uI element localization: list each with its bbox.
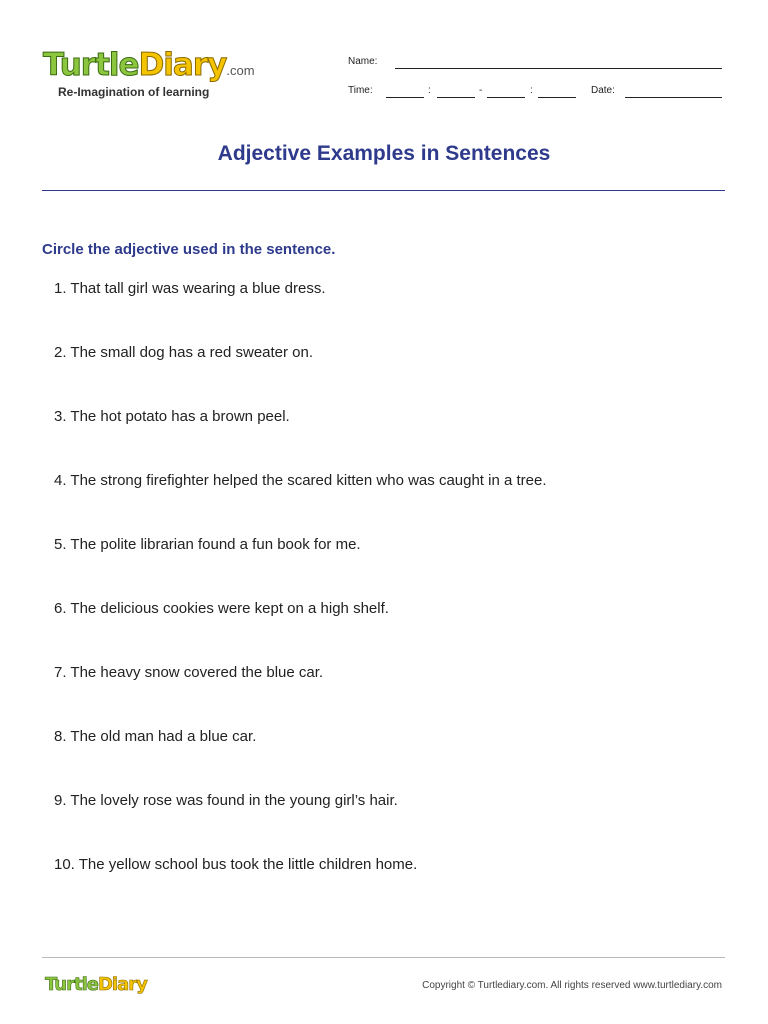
logo-suffix: .com [226, 63, 255, 78]
time-end-hours-field[interactable] [487, 97, 525, 98]
logo-part-diary: Diary [138, 47, 227, 83]
question-item: 2. The small dog has a red sweater on. [54, 344, 314, 361]
tagline: Re-Imagination of learning [58, 85, 210, 99]
name-field[interactable] [395, 68, 722, 69]
time-end-minutes-field[interactable] [538, 97, 576, 98]
question-list [54, 280, 547, 920]
footer-logo-part-turtle: Turtle [45, 974, 98, 995]
question-item: 5. The polite librarian found a fun book for me. [54, 536, 361, 553]
question-item: 8. The old man had a blue car. [54, 728, 257, 745]
time-label: Time: [348, 85, 373, 96]
question-item: 10. The yellow school bus took the little children home. [54, 856, 418, 873]
footer-logo-part-diary: Diary [97, 974, 147, 995]
footer-divider [42, 957, 725, 958]
title-divider [42, 190, 725, 191]
footer-logo [45, 974, 147, 995]
time-separator: : [428, 85, 431, 96]
time-separator: : [530, 85, 533, 96]
copyright-notice: Copyright © Turtlediary.com. All rights reserved www.turtlediary.com [422, 980, 722, 991]
page-title: Adjective Examples in Sentences [217, 142, 551, 165]
question-item: 6. The delicious cookies were kept on a high shelf. [54, 600, 389, 617]
turtle-diary-logo [43, 48, 255, 88]
instructions: Circle the adjective used in the sentence. [42, 241, 336, 258]
time-minutes-field[interactable] [437, 97, 475, 98]
date-field[interactable] [625, 97, 722, 98]
name-label: Name: [348, 56, 378, 67]
time-hours-field[interactable] [386, 97, 424, 98]
question-item: 7. The heavy snow covered the blue car. [54, 664, 324, 681]
question-item: 4. The strong firefighter helped the scared kitten who was caught in a tree. [54, 472, 547, 489]
time-dash: - [479, 85, 483, 96]
question-item: 3. The hot potato has a brown peel. [54, 408, 290, 425]
question-item: 1. That tall girl was wearing a blue dress. [54, 280, 326, 297]
question-item: 9. The lovely rose was found in the young girl’s hair. [54, 792, 398, 809]
logo-part-turtle: Turtle [43, 47, 139, 83]
date-label: Date: [591, 85, 615, 96]
